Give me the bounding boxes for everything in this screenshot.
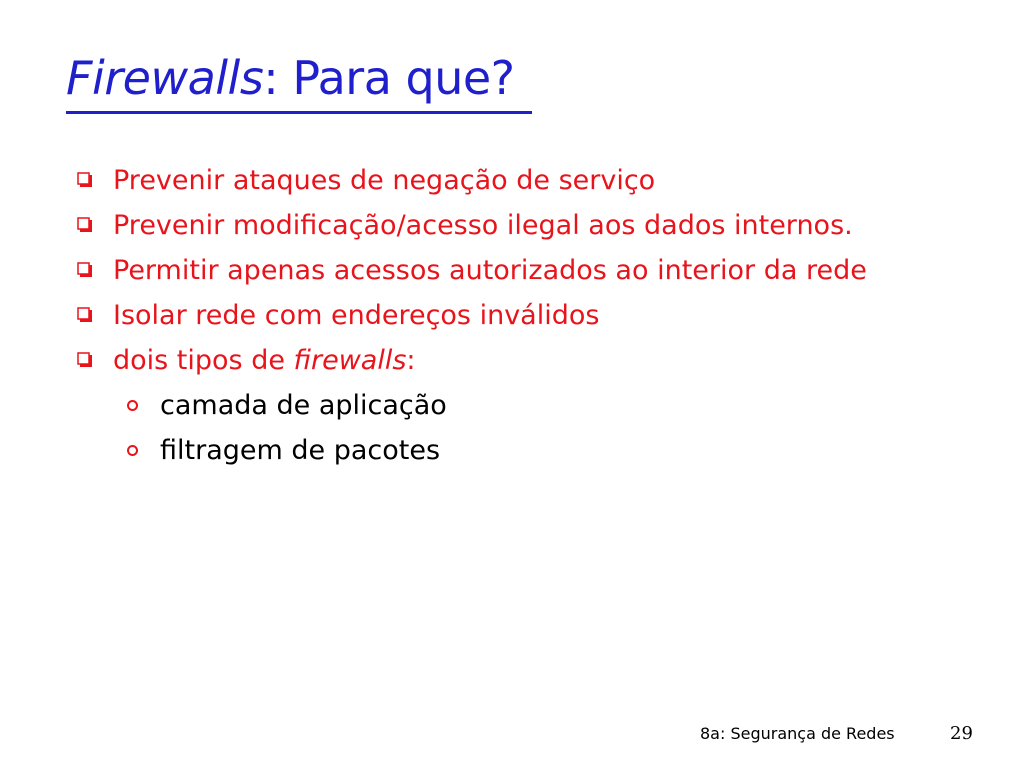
box-bullet-icon [77, 352, 94, 369]
slide-title-rest: : Para que? [263, 51, 515, 105]
box-bullet-icon [77, 172, 94, 189]
bullet-item [77, 250, 957, 291]
circle-bullet-icon [127, 400, 138, 411]
sub-bullet-item [77, 430, 957, 471]
title-underline [66, 111, 532, 114]
bullet-text: Prevenir modificação/acesso ilegal aos dados internos. [113, 210, 853, 241]
footer-text: 8a: Segurança de Redes [700, 724, 895, 743]
slide-title [66, 48, 515, 108]
sub-bullet-item [77, 385, 957, 426]
box-bullet-icon [77, 262, 94, 279]
bullet-list [77, 160, 957, 475]
bullet-item [77, 160, 957, 201]
bullet-text-suffix: : [406, 345, 416, 376]
slide-title-italic: Firewalls [66, 51, 264, 105]
bullet-item [77, 295, 957, 336]
sub-bullet-text: camada de aplicação [160, 390, 447, 421]
bullet-item [77, 340, 957, 381]
bullet-text-italic: firewalls [293, 345, 407, 376]
box-bullet-icon [77, 307, 94, 324]
page-number: 29 [950, 723, 973, 744]
bullet-text: Isolar rede com endereços inválidos [113, 300, 600, 331]
circle-bullet-icon [127, 445, 138, 456]
bullet-text: Permitir apenas acessos autorizados ao interior da rede [113, 255, 867, 286]
bullet-text: Prevenir ataques de negação de serviço [113, 165, 656, 196]
bullet-text: dois tipos de [113, 345, 294, 376]
bullet-item [77, 205, 957, 246]
box-bullet-icon [77, 217, 94, 234]
sub-bullet-text: filtragem de pacotes [160, 435, 441, 466]
